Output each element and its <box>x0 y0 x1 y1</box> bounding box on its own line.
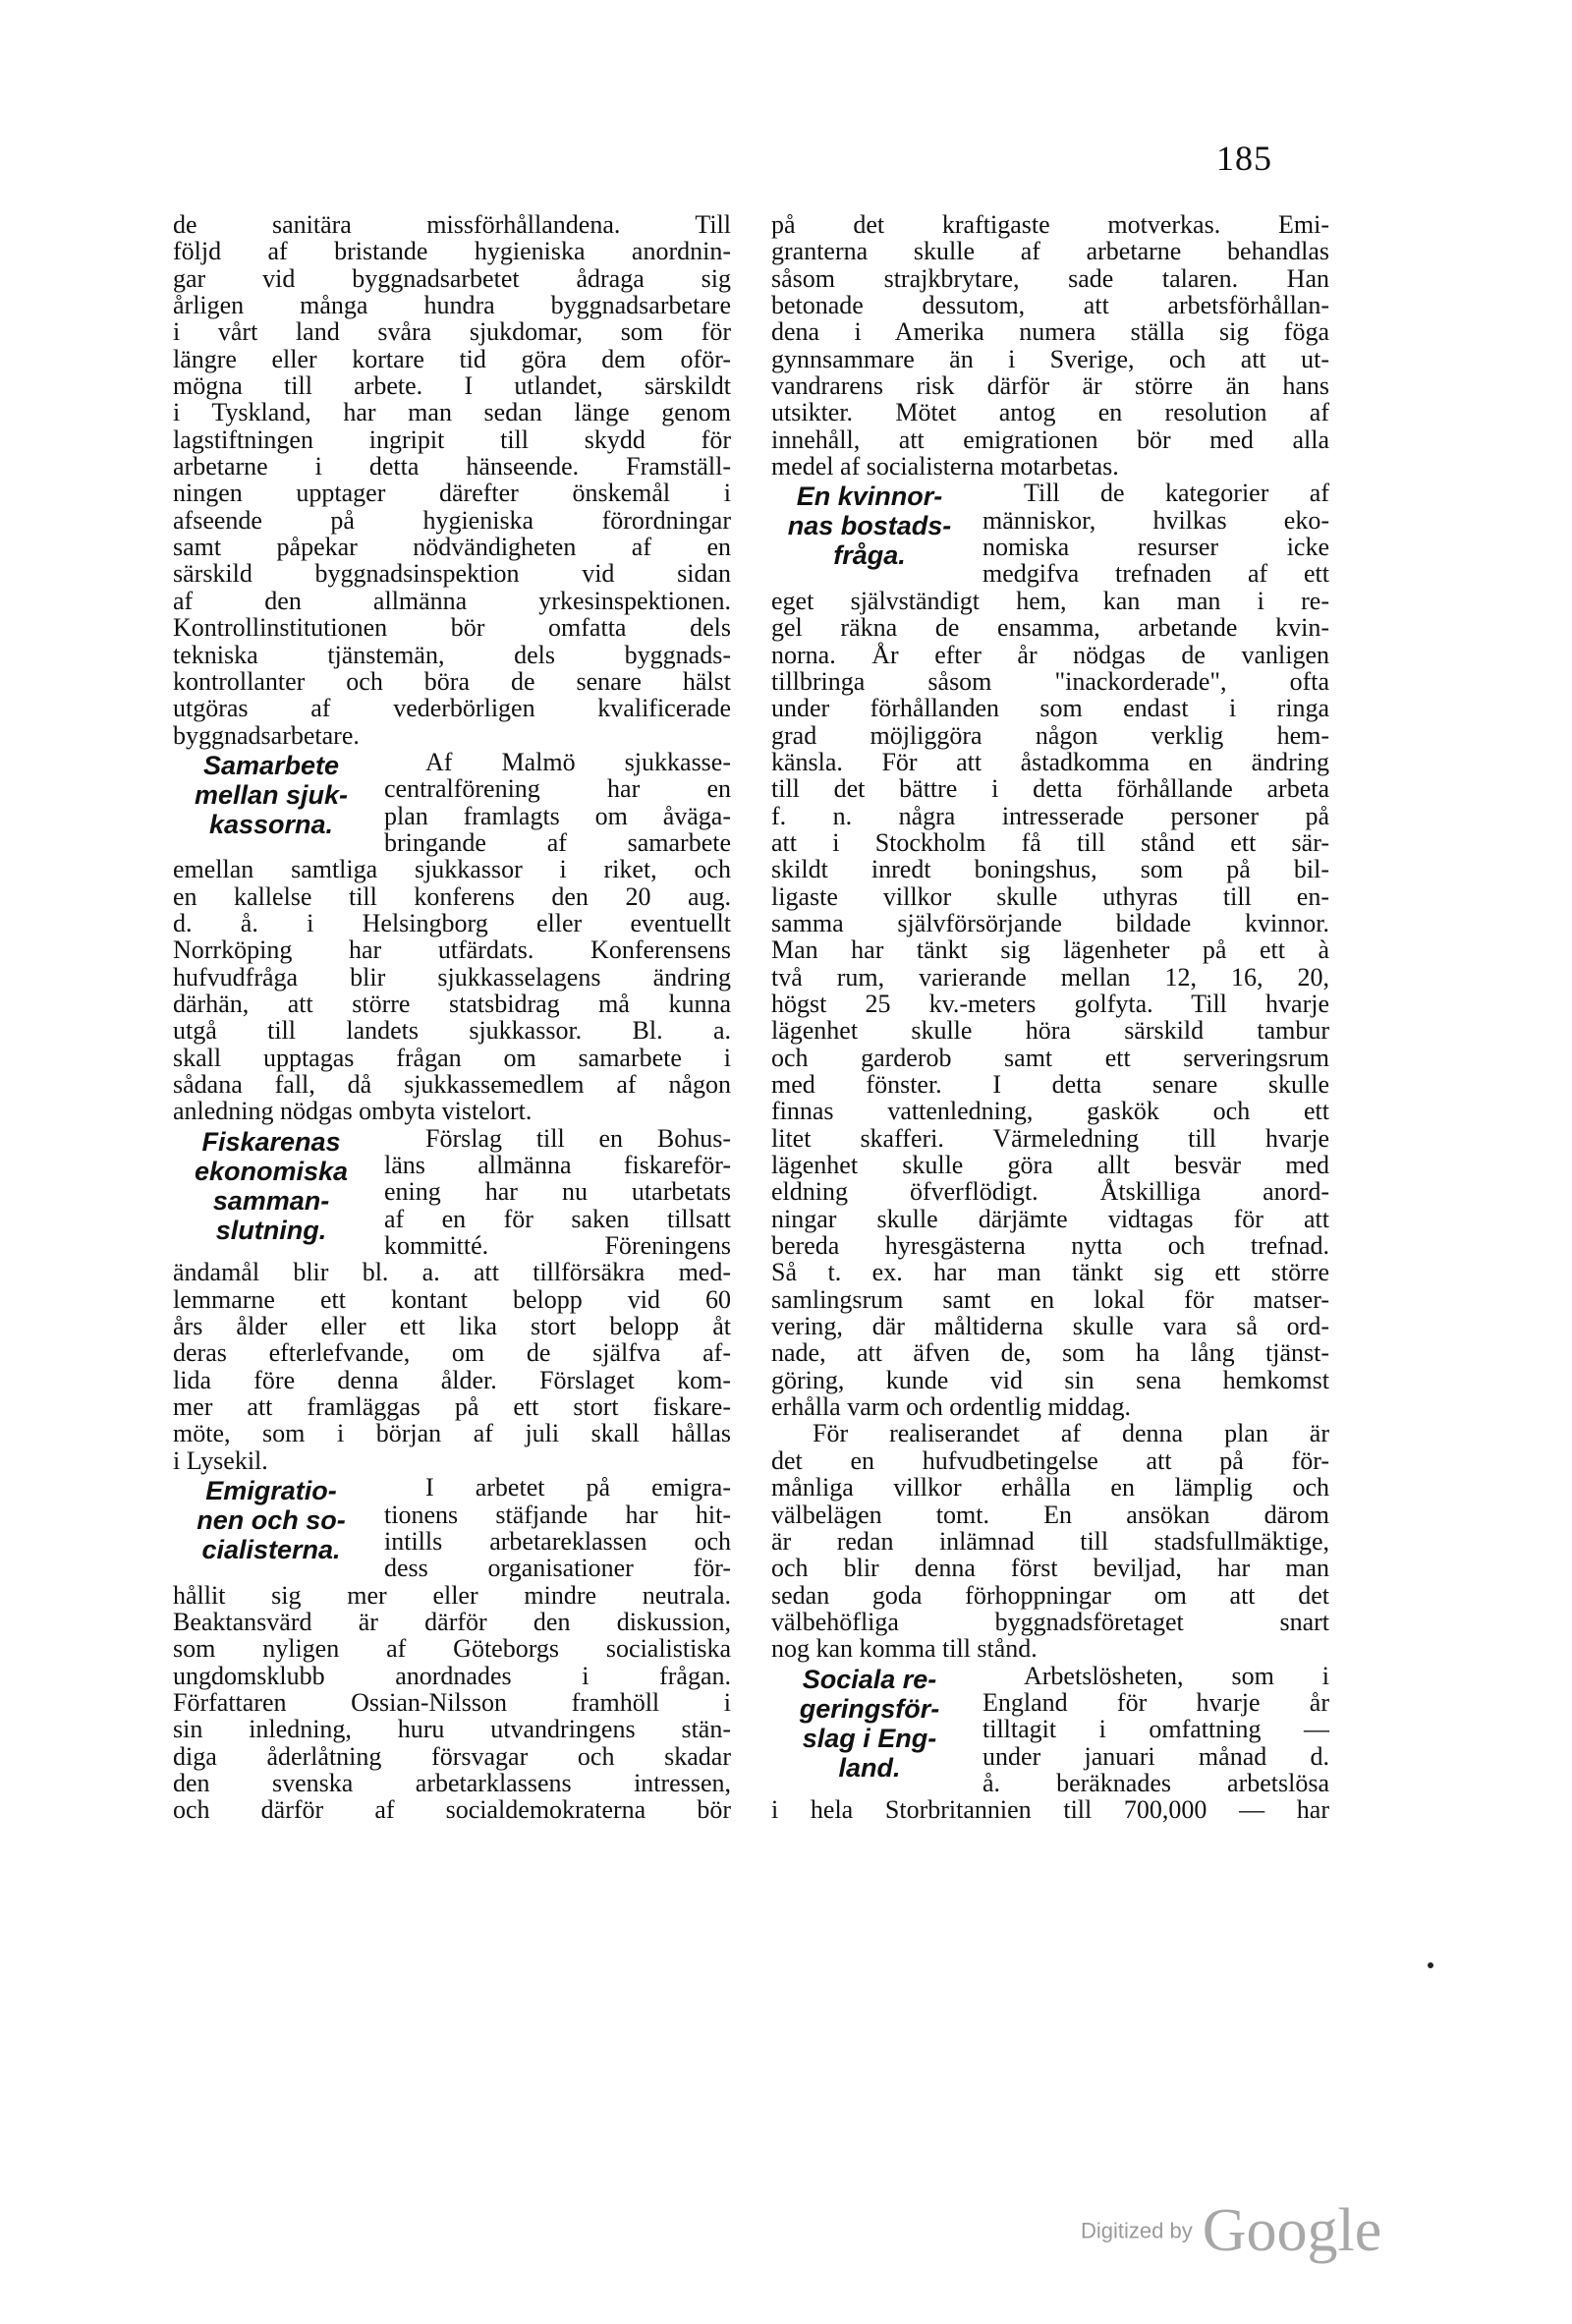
text-line: tionens stäfjande har hit- <box>384 1500 731 1529</box>
text-line: England för hvarje år <box>982 1687 1329 1717</box>
side-heading: Fiskarenas ekonomiska samman- slutning. <box>194 1126 349 1245</box>
text-line: medel af socialisterna motarbetas. <box>771 452 1119 482</box>
text-line: lagstiftningen ingripit till skydd för <box>173 425 731 454</box>
text-line: vandrarens risk därför är större än hans <box>771 371 1329 401</box>
text-line: välbelägen tomt. En ansökan därom <box>771 1500 1329 1529</box>
text-line: Af Malmö sjukkasse- <box>425 747 731 776</box>
text-line: därhän, att större statsbidrag må kunna <box>173 989 731 1018</box>
text-line: intills arbetareklassen och <box>384 1526 731 1556</box>
text-line: sin inledning, huru utvandringens stän- <box>173 1715 731 1744</box>
text-line: tilltagit i omfattning — <box>982 1715 1329 1744</box>
text-line: lemmarne ett kontant belopp vid 60 <box>173 1284 731 1314</box>
text-line: Till de kategorier af <box>1024 479 1329 508</box>
text-line: samt påpekar nödvändigheten af en <box>173 533 731 562</box>
text-line: f. n. några intresserade personer på <box>771 801 1329 830</box>
page-number: 185 <box>1216 139 1272 178</box>
text-line: finnas vattenledning, gaskök och ett <box>771 1097 1329 1126</box>
text-line: nomiska resurser icke <box>982 533 1329 562</box>
digitized-by-label: Digitized by <box>1081 2218 1193 2243</box>
text-line: att i Stockholm få till stånd ett sär- <box>771 827 1329 857</box>
margin-dot <box>1428 1962 1433 1968</box>
text-line: erhålla varm och ordentlig middag. <box>771 1392 1132 1422</box>
text-line: nade, att äfven de, som ha lång tjänst- <box>771 1338 1329 1368</box>
text-line: på det kraftigaste motverkas. Emi- <box>771 210 1329 239</box>
text-line: betonade dessutom, att arbetsförhållan- <box>771 291 1329 320</box>
text-line: sedan goda förhoppningar om att det <box>771 1580 1329 1610</box>
text-line: ligaste villkor skulle uthyras till en- <box>771 881 1329 911</box>
text-line: och därför af socialdemokraterna bör <box>173 1795 731 1825</box>
text-line: norna. År efter år nödgas de vanligen <box>771 640 1329 669</box>
left-column <box>173 211 731 1824</box>
text-line: gynnsammare än i Sverige, och att ut- <box>771 344 1329 373</box>
text-line: eldning öfverflödigt. Åtskilliga anord- <box>771 1177 1329 1207</box>
text-line: utgöras af vederbörligen kvalificerade <box>173 694 731 723</box>
text-line: gel räkna de ensamma, arbetande kvin- <box>771 613 1329 643</box>
digitized-by-google-watermark <box>1081 2196 1381 2266</box>
text-line: medgifva trefnaden af ett <box>982 559 1329 589</box>
text-line: Kontrollinstitutionen bör omfatta dels <box>173 613 731 643</box>
text-line: det en hufvudbetingelse att på för- <box>771 1445 1329 1475</box>
text-line: skildt inredt boningshus, som på bil- <box>771 855 1329 884</box>
text-line: sådana fall, då sjukkassemedlem af någon <box>173 1070 731 1099</box>
text-line: af den allmänna yrkesinspektionen. <box>173 586 731 615</box>
text-line: emellan samtliga sjukkassor i riket, och <box>173 855 731 884</box>
text-line: särskild byggnadsinspektion vid sidan <box>173 559 731 589</box>
text-line: de sanitära missförhållandena. Till <box>173 210 731 239</box>
text-line: byggnadsarbetare. <box>173 720 360 750</box>
text-line: dena i Amerika numera ställa sig föga <box>771 317 1329 347</box>
text-line: den svenska arbetarklassens intressen, <box>173 1768 731 1797</box>
text-line: i Lysekil. <box>173 1445 268 1475</box>
text-line: mögna till arbete. I utlandet, särskildt <box>173 371 731 401</box>
text-line: centralförening har en <box>384 774 731 804</box>
text-line: nog kan komma till stånd. <box>771 1634 1038 1664</box>
text-line: kommitté. Föreningens <box>384 1231 731 1261</box>
text-line: Norrköping har utfärdats. Konferensens <box>173 935 731 965</box>
text-line: deras efterlefvande, om de själfva af- <box>173 1338 731 1368</box>
text-line: Man har tänkt sig lägenheter på ett à <box>771 935 1329 965</box>
text-line: kontrollanter och böra de senare hälst <box>173 666 731 696</box>
text-line: lida före denna ålder. Förslaget kom- <box>173 1365 731 1394</box>
text-line: hållit sig mer eller mindre neutrala. <box>173 1580 731 1610</box>
text-line: ening har nu utarbetats <box>384 1177 731 1207</box>
text-line: arbetarne i detta hänseende. Framställ- <box>173 452 731 482</box>
text-line: Så t. ex. har man tänkt sig ett större <box>771 1258 1329 1287</box>
text-line: af en för saken tillsatt <box>384 1204 731 1233</box>
text-line: i hela Storbritannien till 700,000 — har <box>771 1795 1329 1825</box>
text-line: bereda hyresgästerna nytta och trefnad. <box>771 1231 1329 1261</box>
text-line: känsla. För att åstadkomma en ändring <box>771 747 1329 776</box>
section-samarbete <box>173 749 731 1125</box>
text-line: till det bättre i detta förhållande arbeta <box>771 774 1329 804</box>
side-heading: Sociala re- geringsför- slag i Eng- land. <box>799 1664 940 1783</box>
text-line: ändamål blir bl. a. att tillförsäkra med- <box>173 1258 731 1287</box>
text-line: tekniska tjänstemän, dels byggnads- <box>173 640 731 669</box>
text-line: eget självständigt hem, kan man i re- <box>771 586 1329 615</box>
text-line: års ålder eller ett lika stort belopp åt <box>173 1312 731 1341</box>
text-line: litet skafferi. Värmeledning till hvarje <box>771 1123 1329 1153</box>
text-line: bringande af samarbete <box>384 827 731 857</box>
section-kvinnornas-bostadsfraga <box>771 480 1329 1662</box>
text-line: För realiserandet af denna plan är <box>813 1419 1329 1448</box>
text-line: hufvudfråga blir sjukkasselagens ändring <box>173 962 731 992</box>
text-line: är redan inlämnad till stadsfullmäktige, <box>771 1526 1329 1556</box>
text-line: skall upptagas frågan om samarbete i <box>173 1043 731 1072</box>
text-line: dess organisationer för- <box>384 1554 731 1583</box>
left-intro <box>173 211 731 749</box>
text-line: diga åderlåtning försvagar och skadar <box>173 1741 731 1771</box>
text-line: göring, kunde vid sin sena hemkomst <box>771 1365 1329 1394</box>
section-fiskarenas <box>173 1125 731 1474</box>
text-line: gar vid byggnadsarbetet ådraga sig <box>173 263 731 293</box>
text-line: tillbringa såsom "inackorderade", ofta <box>771 666 1329 696</box>
text-line: under förhållanden som endast i ringa <box>771 694 1329 723</box>
text-line: lägenhet skulle höra särskild tambur <box>771 1016 1329 1046</box>
text-line: ningar skulle därjämte vidtagas för att <box>771 1204 1329 1233</box>
text-line: Beaktansvärd är därför den diskussion, <box>173 1607 731 1636</box>
side-heading: En kvinnor- nas bostads- fråga. <box>787 482 952 571</box>
text-line: innehåll, att emigrationen bör med alla <box>771 425 1329 454</box>
google-logo: Google <box>1202 2197 1382 2264</box>
side-heading: Emigratio- nen och so- cialisterna. <box>196 1476 346 1565</box>
text-line: grad möjliggöra någon verklig hem- <box>771 720 1329 750</box>
text-line: anledning nödgas ombyta vistelort. <box>173 1097 533 1126</box>
text-line: utgå till landets sjukkassor. Bl. a. <box>173 1016 731 1046</box>
text-line: samma självförsörjande bildade kvinnor. <box>771 908 1329 937</box>
text-line: följd af bristande hygieniska anordnin- <box>173 237 731 266</box>
text-line: som nyligen af Göteborgs socialistiska <box>173 1634 731 1664</box>
text-line: och garderob samt ett serveringsrum <box>771 1043 1329 1072</box>
text-line: Författaren Ossian-Nilsson framhöll i <box>173 1687 731 1717</box>
text-line: en kallelse till konferens den 20 aug. <box>173 881 731 911</box>
section-sociala-regeringsforslag <box>771 1663 1329 1824</box>
text-line: I arbetet på emigra- <box>425 1473 731 1502</box>
text-line: och blir denna först beviljad, har man <box>771 1554 1329 1583</box>
text-line: utsikter. Mötet antog en resolution af <box>771 398 1329 427</box>
text-line: vering, där måltiderna skulle vara så ord- <box>771 1312 1329 1341</box>
text-line: ungdomsklubb anordnades i frågan. <box>173 1661 731 1690</box>
text-line: såsom strajkbrytare, sade talaren. Han <box>771 263 1329 293</box>
text-line: d. å. i Helsingborg eller eventuellt <box>173 908 731 937</box>
text-line: under januari månad d. <box>982 1741 1329 1771</box>
text-line: afseende på hygieniska förordningar <box>173 505 731 535</box>
text-line: samlingsrum samt en lokal för matser- <box>771 1284 1329 1314</box>
text-line: möte, som i början af juli skall hållas <box>173 1419 731 1448</box>
text-line: Förslag till en Bohus- <box>425 1123 731 1153</box>
right-intro <box>771 211 1329 480</box>
section-emigrationen <box>173 1474 731 1823</box>
text-line: Arbetslösheten, som i <box>1024 1661 1329 1690</box>
text-line: mer att framläggas på ett stort fiskare- <box>173 1392 731 1422</box>
text-line: välbehöfliga byggnadsföretaget snart <box>771 1607 1329 1636</box>
side-heading: Samarbete mellan sjuk- kassorna. <box>194 750 349 839</box>
text-line: plan framlagts om åväga- <box>384 801 731 830</box>
text-line: människor, hvilkas eko- <box>982 505 1329 535</box>
text-line: månliga villkor erhålla en lämplig och <box>771 1473 1329 1502</box>
text-line: i Tyskland, har man sedan länge genom <box>173 398 731 427</box>
text-line: med fönster. I detta senare skulle <box>771 1070 1329 1099</box>
text-line: läns allmänna fiskareför- <box>384 1151 731 1180</box>
text-line: ningen upptager därefter önskemål i <box>173 479 731 508</box>
text-line: granterna skulle af arbetarne behandlas <box>771 237 1329 266</box>
right-column <box>771 211 1329 1824</box>
text-line: årligen många hundra byggnadsarbetare <box>173 291 731 320</box>
text-line: i vårt land svåra sjukdomar, som för <box>173 317 731 347</box>
text-line: lägenhet skulle göra allt besvär med <box>771 1151 1329 1180</box>
text-line: längre eller kortare tid göra dem oför- <box>173 344 731 373</box>
text-line: två rum, varierande mellan 12, 16, 20, <box>771 962 1329 992</box>
text-line: å. beräknades arbetslösa <box>982 1768 1329 1797</box>
text-line: högst 25 kv.-meters golfyta. Till hvarje <box>771 989 1329 1018</box>
